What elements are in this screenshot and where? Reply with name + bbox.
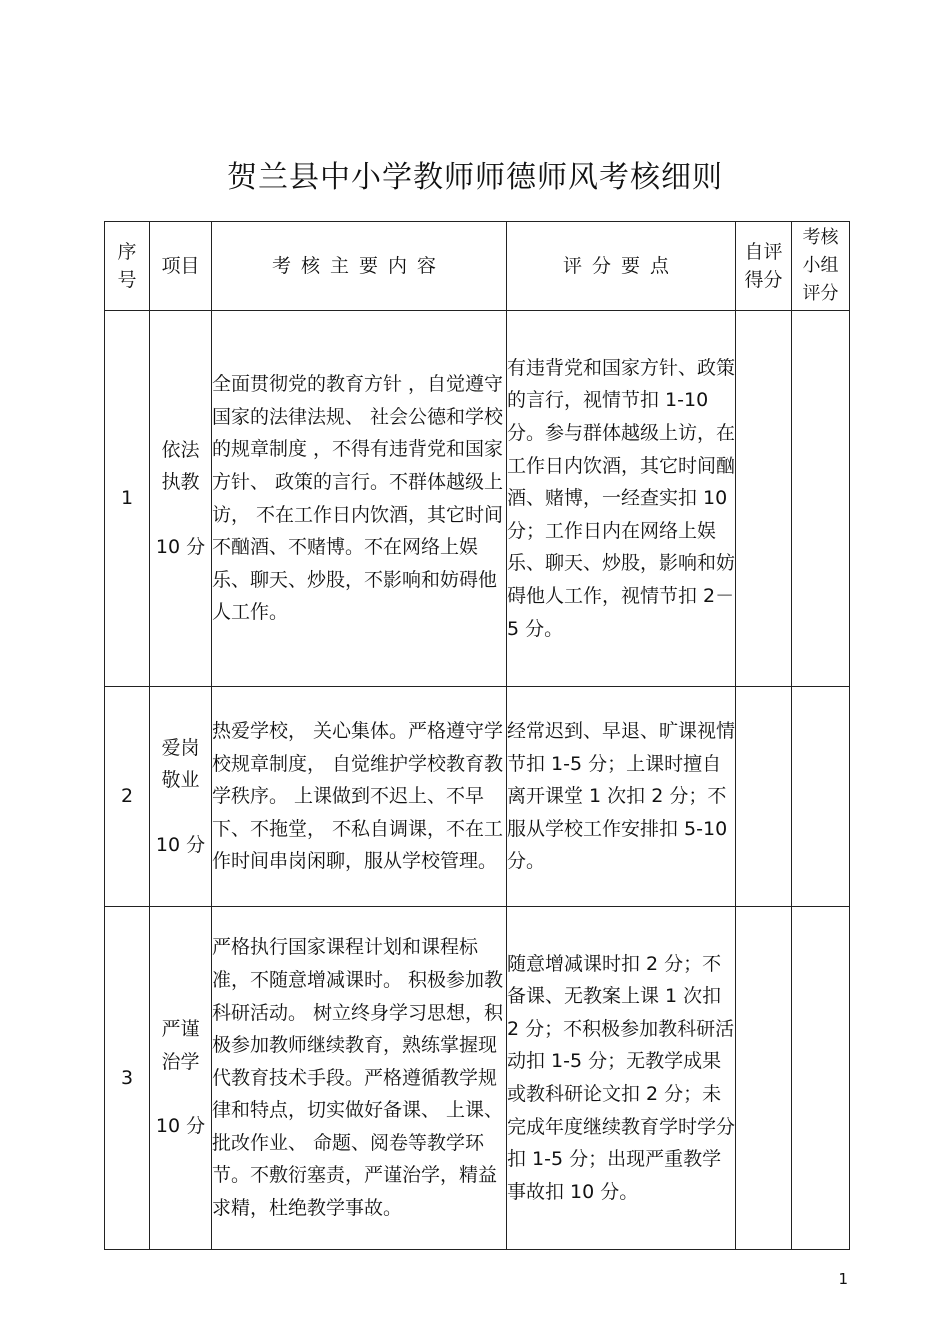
header-group-line2: 小组: [802, 255, 839, 276]
header-group-line1: 考核: [802, 227, 839, 248]
header-group-line3: 评分: [802, 283, 839, 304]
row-item: [150, 687, 212, 907]
header-content: 考核主要内容: [212, 222, 507, 311]
document-title: 贺兰县中小学教师师德师风考核细则: [227, 160, 723, 195]
item-name-line1: 依法: [161, 438, 200, 461]
assessment-content: 严格执行国家课程计划和课程标准，不随意增减课时。 积极参加教科研活动。 树立终身学习思想，积极参加教师继续教育，熟练掌握现代教育技术手段。严格遵循教学规律和特点，切实做好备课、 上课、批改作业、 命题、阅卷等教学环节。不敷衍塞责，严谨治学，精益求精，杜绝教学事故。: [212, 907, 507, 1250]
self-score-cell: [736, 907, 792, 1250]
table-row: [105, 311, 850, 687]
assessment-content: 热爱学校， 关心集体。严格遵守学校规章制度， 自觉维护学校教育教学秩序。 上课做到不迟上、不早下、不拖堂， 不私自调课，不在工作时间串岗闲聊，服从学校管理。: [212, 687, 507, 907]
scoring-points: 随意增减课时扣 2 分；不备课、无教案上课 1 次扣 2 分；不积极参加教科研活动扣 1-5 分；无教学成果或教科研论文扣 2 分；未完成年度继续教育学时学分扣 1-5 分；出现严重教学事故扣 10 分。: [507, 907, 736, 1250]
header-seq-line2: 号: [117, 269, 137, 291]
item-name-line2: 治学: [161, 1050, 200, 1073]
item-name-line2: 敬业: [161, 769, 200, 792]
header-group-score: [792, 222, 850, 311]
self-score-cell: [736, 311, 792, 687]
row-item: [150, 311, 212, 687]
group-score-cell: [792, 311, 850, 687]
row-number: 3: [105, 907, 150, 1250]
table-row: [105, 687, 850, 907]
header-self-line1: 自评: [744, 241, 783, 263]
item-name-line1: 爱岗: [161, 736, 200, 759]
header-self-score: [736, 222, 792, 311]
self-score-cell: [736, 687, 792, 907]
assessment-table: [104, 221, 850, 1250]
header-self-line2: 得分: [744, 269, 783, 291]
item-points: 10 分: [155, 833, 206, 856]
scoring-points: 有违背党和国家方针、政策的言行，视情节扣 1-10 分。参与群体越级上访，在工作日内饮酒，其它时间酗酒、赌博，一经查实扣 10 分；工作日内在网络上娱乐、聊天、炒股，影响和妨碍他人工作，视情节扣 2－5 分。: [507, 311, 736, 687]
assessment-content: 全面贯彻党的教育方针 ，自觉遵守国家的法律法规、 社会公德和学校的规章制度 ，不得有违背党和国家方针、 政策的言行。不群体越级上访， 不在工作日内饮酒，其它时间不酗酒、不赌博。不在网络上娱乐、聊天、炒股，不影响和妨碍他人工作。: [212, 311, 507, 687]
group-score-cell: [792, 687, 850, 907]
item-name-line1: 严谨: [161, 1018, 200, 1041]
header-seq: [105, 222, 150, 311]
page-number: 1: [838, 1270, 848, 1288]
row-number: 2: [105, 687, 150, 907]
scoring-points: 经常迟到、早退、旷课视情节扣 1-5 分；上课时擅自离开课堂 1 次扣 2 分；不服从学校工作安排扣 5-10 分。: [507, 687, 736, 907]
row-item: [150, 907, 212, 1250]
group-score-cell: [792, 907, 850, 1250]
item-points: 10 分: [155, 1115, 206, 1138]
header-scoring: 评分要点: [507, 222, 736, 311]
item-points: 10 分: [155, 535, 206, 558]
header-item: 项目: [150, 222, 212, 311]
header-seq-line1: 序: [117, 241, 137, 263]
table-row: [105, 907, 850, 1250]
item-name-line2: 执教: [161, 471, 200, 494]
row-number: 1: [105, 311, 150, 687]
header-row: [105, 222, 850, 311]
